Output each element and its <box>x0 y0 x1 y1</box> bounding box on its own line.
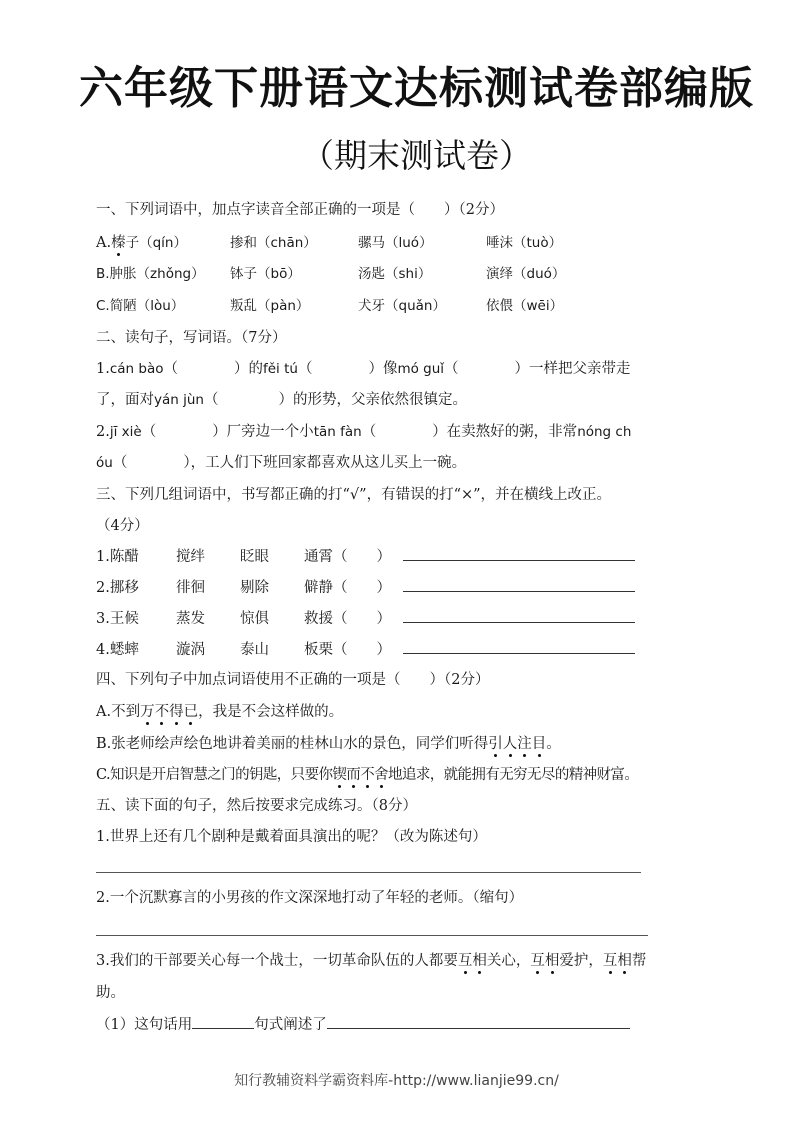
q5-blank-explain[interactable] <box>327 1014 630 1029</box>
q2-line-1: 1.cán bào（ ）的fěi tú（ ）像mó guǐ（ ）一样把父亲带走 <box>96 361 631 377</box>
q4-option-b: B.张老师绘声绘色地讲着美丽的桂林山水的景色，同学们听得引人注目。 <box>96 736 561 752</box>
q5-blank-pattern[interactable] <box>192 1014 254 1029</box>
q3-row-2: 2.挪移 徘徊 剔除 僻静（ ） <box>96 577 635 598</box>
q5-sentence-3-cont: 助。 <box>96 985 125 1001</box>
q4-header: 四、下列句子中加点词语使用不正确的一项是（ ）（2分） <box>96 672 490 688</box>
paper-title: 六年级下册语文达标测试卷部编版 <box>79 63 754 114</box>
q3-answer-line-1[interactable] <box>403 546 635 561</box>
q4-option-a: A.不到万不得已，我是不会这样做的。 <box>96 704 344 720</box>
footer-watermark: 知行教辅资料学霸资料库-http://www.lianjie99.cn/ <box>234 1073 559 1089</box>
q3-row-3: 3.王候 蒸发 惊俱 救援（ ） <box>96 608 635 629</box>
q3-score: （4分） <box>96 518 149 534</box>
q5-sentence-1: 1.世界上还有几个剧种是戴着面具演出的呢？（改为陈述句） <box>96 829 487 845</box>
q3-answer-line-3[interactable] <box>403 608 635 623</box>
q1-option-a: A.榛子（qín） 掺和（chān） 骡马（luó） 唾沫（tuò） <box>96 235 563 251</box>
q5-sub-question-1: （1）这句话用 句式阐述了 <box>96 1014 630 1035</box>
paper-subtitle: （期末测试卷） <box>301 136 532 175</box>
q5-sentence-2: 2.一个沉默寡言的小男孩的作文深深地打动了年轻的老师。（缩句） <box>96 890 524 906</box>
q5-sentence-3: 3.我们的干部要关心每一个战士，一切革命队伍的人都要互相关心，互相爱护，互相帮 <box>96 953 647 969</box>
page-footer <box>0 1070 793 1090</box>
q3-answer-line-4[interactable] <box>403 639 635 654</box>
q3-header: 三、下列几组词语中，书写都正确的打“√”，有错误的打“×”，并在横线上改正。 <box>96 487 612 503</box>
q1-option-b: B.肿胀（zhǒng） 钵子（bō） 汤匙（shi） 演绎（duó） <box>96 266 566 282</box>
q3-row-4: 4.蟋蟀 漩涡 泰山 板栗（ ） <box>96 639 635 660</box>
q5-answer-line-2[interactable] <box>96 935 648 936</box>
q1-header: 一、下列词语中，加点字读音全部正确的一项是（ ）（2分） <box>96 202 504 218</box>
q2-line-4: óu（ ），工人们下班回家都喜欢从这儿买上一碗。 <box>96 455 467 471</box>
q2-header: 二、读句子，写词语。（7分） <box>96 330 287 346</box>
q1-option-c: C.简陋（lòu） 叛乱（pàn） 犬牙（quǎn） 依偎（wēi） <box>96 298 564 314</box>
q4-option-c: C.知识是开启智慧之门的钥匙，只要你锲而不舍地追求，就能拥有无穷无尽的精神财富。 <box>96 767 639 783</box>
q3-row-1: 1.陈醋 搅绊 眨眼 通霄（ ） <box>96 546 635 567</box>
q5-answer-line-1[interactable] <box>96 872 641 873</box>
q5-header: 五、读下面的句子，然后按要求完成练习。（8分） <box>96 798 417 814</box>
q3-answer-line-2[interactable] <box>403 577 635 592</box>
q2-line-3: 2.jī xiè（ ）厂旁边一个小tān fàn（ ）在卖熬好的粥，非常nóng ch <box>96 424 632 440</box>
q2-line-2: 了，面对yán jùn（ ）的形势，父亲依然很镇定。 <box>96 392 467 408</box>
